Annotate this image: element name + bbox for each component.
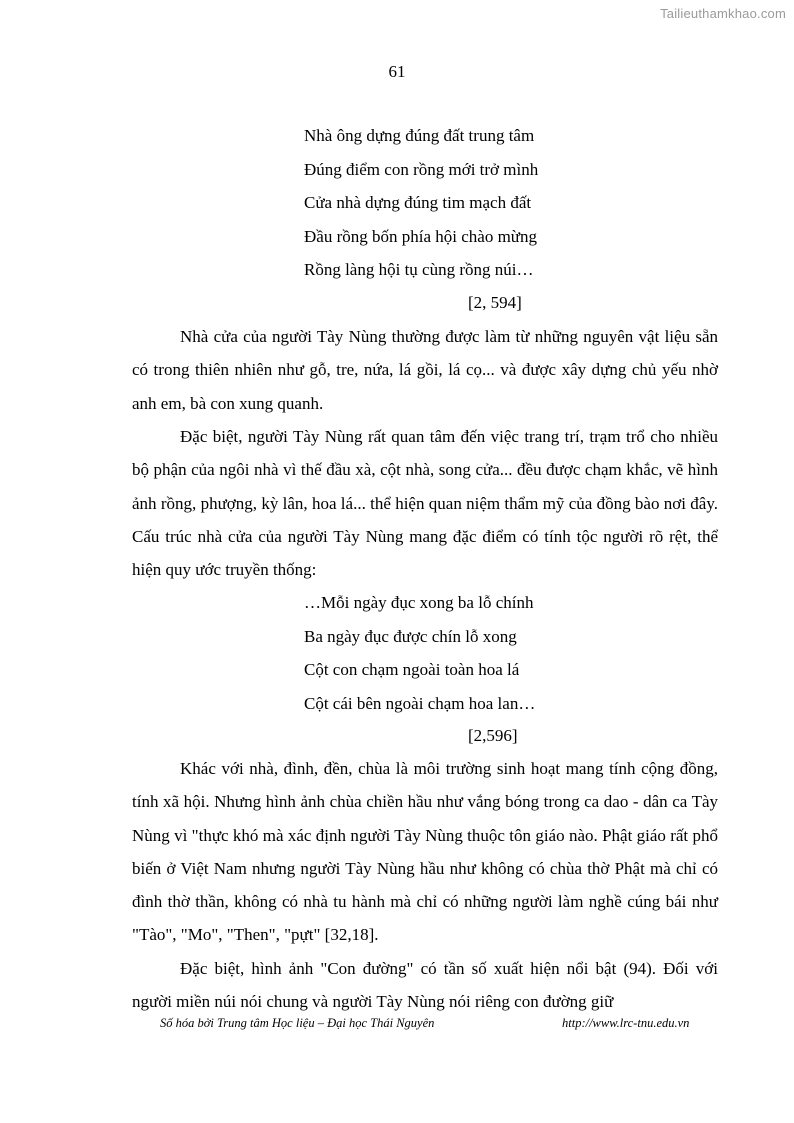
paragraph <box>132 952 718 1019</box>
footer-url: http://www.lrc-tnu.edu.vn <box>562 1016 690 1030</box>
verse-line: Đầu rồng bốn phía hội chào mừng <box>304 226 538 246</box>
verse-block-2 <box>304 586 535 720</box>
paragraph-text: Khác với nhà, đình, đền, chùa là môi trường sinh hoạt mang tính cộng đồng, tính xã hội. Nhưng hình ảnh chùa chiền hầu như vắng bóng trong ca dao - dân ca Tày Nùng vì "thực khó mà xác định người Tày Nùng thuộc tôn giáo nào. Phật giáo rất phổ biến ở Việt Nam nhưng người Tày Nùng hầu như không có chùa thờ Phật mà chỉ có đình thờ thần, không có nhà tu hành mà chỉ có những người làm nghề cúng bái như "Tào", "Mo", "Then", "pựt" [32,18]. <box>132 759 718 945</box>
verse-line: Đúng điểm con rồng mới trở mình <box>304 159 539 179</box>
verse-line: Ba ngày đục được chín lỗ xong <box>304 626 517 646</box>
paragraph-text: Đặc biệt, người Tày Nùng rất quan tâm đến việc trang trí, trạm trổ cho nhiều bộ phận của ngôi nhà vì thế đầu xà, cột nhà, song cửa... đều được chạm khắc, vẽ hình ảnh rồng, phượng, kỳ lân, hoa lá... thể hiện quan niệm thẩm mỹ của đồng bào nơi đây. Cấu trúc nhà cửa của người Tày Nùng mang đặc điểm có tính tộc người rõ rệt, thể hiện quy ước truyền thống: <box>132 427 718 580</box>
verse-block-1 <box>304 119 538 287</box>
verse-line: Cột cái bên ngoài chạm hoa lan… <box>304 693 536 713</box>
footer-source: Số hóa bởi Trung tâm Học liệu – Đại học Thái Nguyên <box>160 1016 435 1030</box>
citation-2: [2,596] <box>468 726 518 745</box>
paragraph-text: Nhà cửa của người Tày Nùng thường được làm từ những nguyên vật liệu sẵn có trong thiên nhiên như gỗ, tre, nứa, lá gồi, lá cọ... và được xây dựng chủ yếu nhờ anh em, bà con xung quanh. <box>132 327 718 413</box>
verse-line: …Mỗi ngày đục xong ba lỗ chính <box>304 593 534 612</box>
watermark-text: Tailieuthamkhao.com <box>660 6 786 21</box>
paragraph <box>132 420 718 586</box>
paragraph-text: Đặc biệt, hình ảnh "Con đường" có tần số xuất hiện nổi bật (94). Đối với người miền núi nói chung và người Tày Nùng nói riêng con đường giữ <box>132 959 718 1012</box>
verse-line: Cửa nhà dựng đúng tim mạch đất <box>304 193 532 212</box>
verse-line: Rồng làng hội tụ cùng rồng núi… <box>304 260 534 279</box>
paragraph <box>132 752 718 952</box>
page-number: 61 <box>388 62 406 81</box>
verse-line: Nhà ông dựng đúng đất trung tâm <box>304 126 535 145</box>
verse-line: Cột con chạm ngoài toàn hoa lá <box>304 660 520 679</box>
citation-1: [2, 594] <box>468 293 522 312</box>
paragraph <box>132 320 718 420</box>
